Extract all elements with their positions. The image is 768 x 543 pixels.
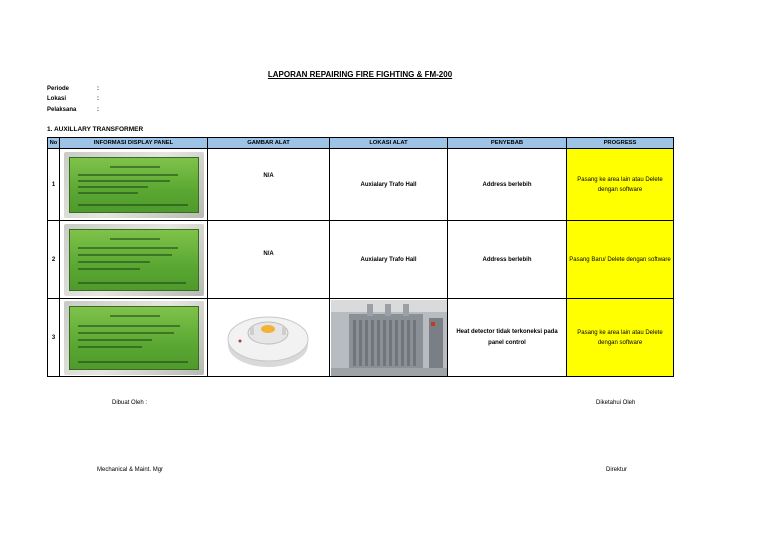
row-number: 3: [48, 299, 60, 377]
signature-prepared-by-label: Dibuat Oleh :: [112, 400, 148, 406]
lokasi-alat-cell: [330, 299, 448, 377]
meta-periode: [47, 84, 247, 94]
display-panel-cell: [60, 299, 208, 377]
transformer-photo-icon: [331, 300, 447, 376]
table-row: [48, 149, 674, 221]
signature-director: Direktur: [606, 467, 628, 473]
meta-colon: :: [97, 107, 99, 113]
row-number: 1: [48, 149, 60, 221]
progress-cell: Pasang Baru/ Delete dengan software: [567, 221, 674, 299]
lcd-panel-photo-icon: [64, 152, 204, 218]
table-row: [48, 299, 674, 377]
meta-colon: :: [97, 96, 99, 102]
lokasi-alat-cell: Auxialary Trafo Hall: [330, 149, 448, 221]
display-panel-cell: [60, 221, 208, 299]
penyebab-cell: Address berlebih: [448, 149, 567, 221]
progress-cell: Pasang ke area lain atau Delete dengan software: [567, 299, 674, 377]
penyebab-cell: Heat detector tidak terkoneksi pada panel control: [448, 299, 567, 377]
report-table: [47, 137, 674, 377]
penyebab-cell: Address berlebih: [448, 221, 567, 299]
meta-lokasi: [47, 94, 247, 104]
header-progress: PROGRESS: [567, 138, 674, 149]
gambar-alat-cell: N/A: [208, 221, 330, 299]
meta-pelaksana: [47, 105, 247, 115]
report-meta: [47, 84, 247, 116]
heat-detector-photo-icon: [210, 301, 328, 375]
section-title: 1. AUXILLARY TRANSFORMER: [47, 126, 144, 133]
header-display-panel: INFORMASI DISPLAY PANEL: [60, 138, 208, 149]
lokasi-alat-cell: Auxialary Trafo Hall: [330, 221, 448, 299]
table-row: [48, 221, 674, 299]
signature-acknowledged-by-label: Diketahui Oleh: [596, 400, 636, 406]
gambar-alat-cell: [208, 299, 330, 377]
progress-cell: Pasang ke area lain atau Delete dengan software: [567, 149, 674, 221]
lcd-panel-photo-icon: [64, 224, 204, 296]
signature-mechanical-manager: Mechanical & Maint. Mgr: [97, 467, 164, 473]
report-title: LAPORAN REPAIRING FIRE FIGHTING & FM-200: [267, 70, 453, 79]
meta-label: Lokasi: [47, 96, 67, 102]
meta-label: Pelaksana: [47, 107, 77, 113]
header-gambar-alat: GAMBAR ALAT: [208, 138, 330, 149]
gambar-alat-cell: N/A: [208, 149, 330, 221]
header-no: No: [48, 138, 60, 149]
table-header-row: [48, 138, 674, 149]
header-penyebab: PENYEBAB: [448, 138, 567, 149]
display-panel-cell: [60, 149, 208, 221]
header-lokasi-alat: LOKASI ALAT: [330, 138, 448, 149]
row-number: 2: [48, 221, 60, 299]
meta-colon: :: [97, 86, 99, 92]
meta-label: Periode: [47, 86, 70, 92]
lcd-panel-photo-icon: [64, 301, 204, 375]
